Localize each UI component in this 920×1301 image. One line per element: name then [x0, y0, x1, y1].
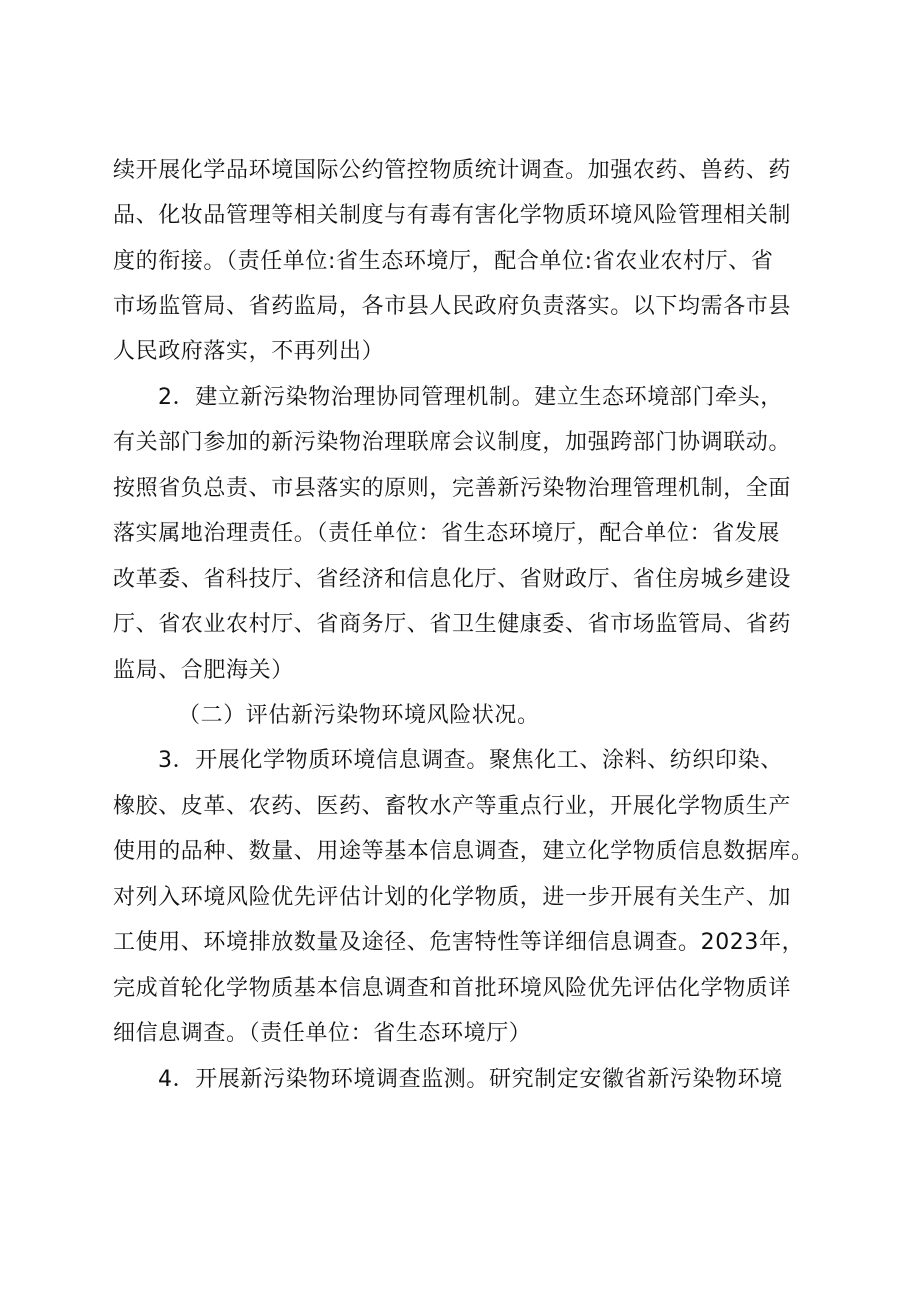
text-line: 监局、合肥海关）	[113, 658, 294, 683]
text-line: 工使用、环境排放数量及途径、危害特性等详细信息调查。2023年，	[113, 930, 805, 955]
text-line: 市场监管局、省药监局，各市县人民政府负责落实。以下均需各市县	[113, 294, 792, 319]
section-heading: （二）评估新污染物环境风险状况。	[178, 703, 540, 728]
text-line: 落实属地治理责任。（责任单位：省生态环境厅，配合单位：省发展	[113, 521, 781, 546]
text-line: 使用的品种、数量、用途等基本信息调查，建立化学物质信息数据库。	[113, 839, 814, 864]
numbered-item-3-heading: 3．开展化学物质环境信息调查。聚焦化工、涂料、纺织印染、	[158, 748, 783, 773]
text-line: 有关部门参加的新污染物治理联席会议制度，加强跨部门协调联动。	[113, 430, 792, 455]
numbered-item-4-heading: 4．开展新污染物环境调查监测。研究制定安徽省新污染物环境	[158, 1067, 783, 1092]
text-line: 橡胶、皮革、农药、医药、畜牧水产等重点行业，开展化学物质生产	[113, 794, 792, 819]
text-line: 细信息调查。（责任单位：省生态环境厅）	[113, 1021, 532, 1046]
text-line: 改革委、省科技厅、省经济和信息化厅、省财政厅、省住房城乡建设	[113, 567, 792, 592]
text-line: 人民政府落实，不再列出）	[113, 339, 385, 364]
text-line: 对列入环境风险优先评估计划的化学物质，进一步开展有关生产、加	[113, 885, 792, 910]
text-line: 按照省负总责、市县落实的原则，完善新污染物治理管理机制，全面	[113, 476, 792, 501]
text-line: 厅、省农业农村厅、省商务厅、省卫生健康委、省市场监管局、省药	[113, 612, 792, 637]
text-line: 品、化妆品管理等相关制度与有毒有害化学物质环境风险管理相关制	[113, 203, 792, 228]
text-line: 完成首轮化学物质基本信息调查和首批环境风险优先评估化学物质详	[113, 976, 792, 1001]
numbered-item-2-heading: 2．建立新污染物治理协同管理机制。建立生态环境部门牵头，	[158, 385, 783, 410]
text-line: 度的衔接。（责任单位:省生态环境厅，配合单位:省农业农村厅、省	[113, 249, 774, 274]
text-line: 续开展化学品环境国际公约管控物质统计调查。加强农药、兽药、药	[113, 158, 792, 183]
